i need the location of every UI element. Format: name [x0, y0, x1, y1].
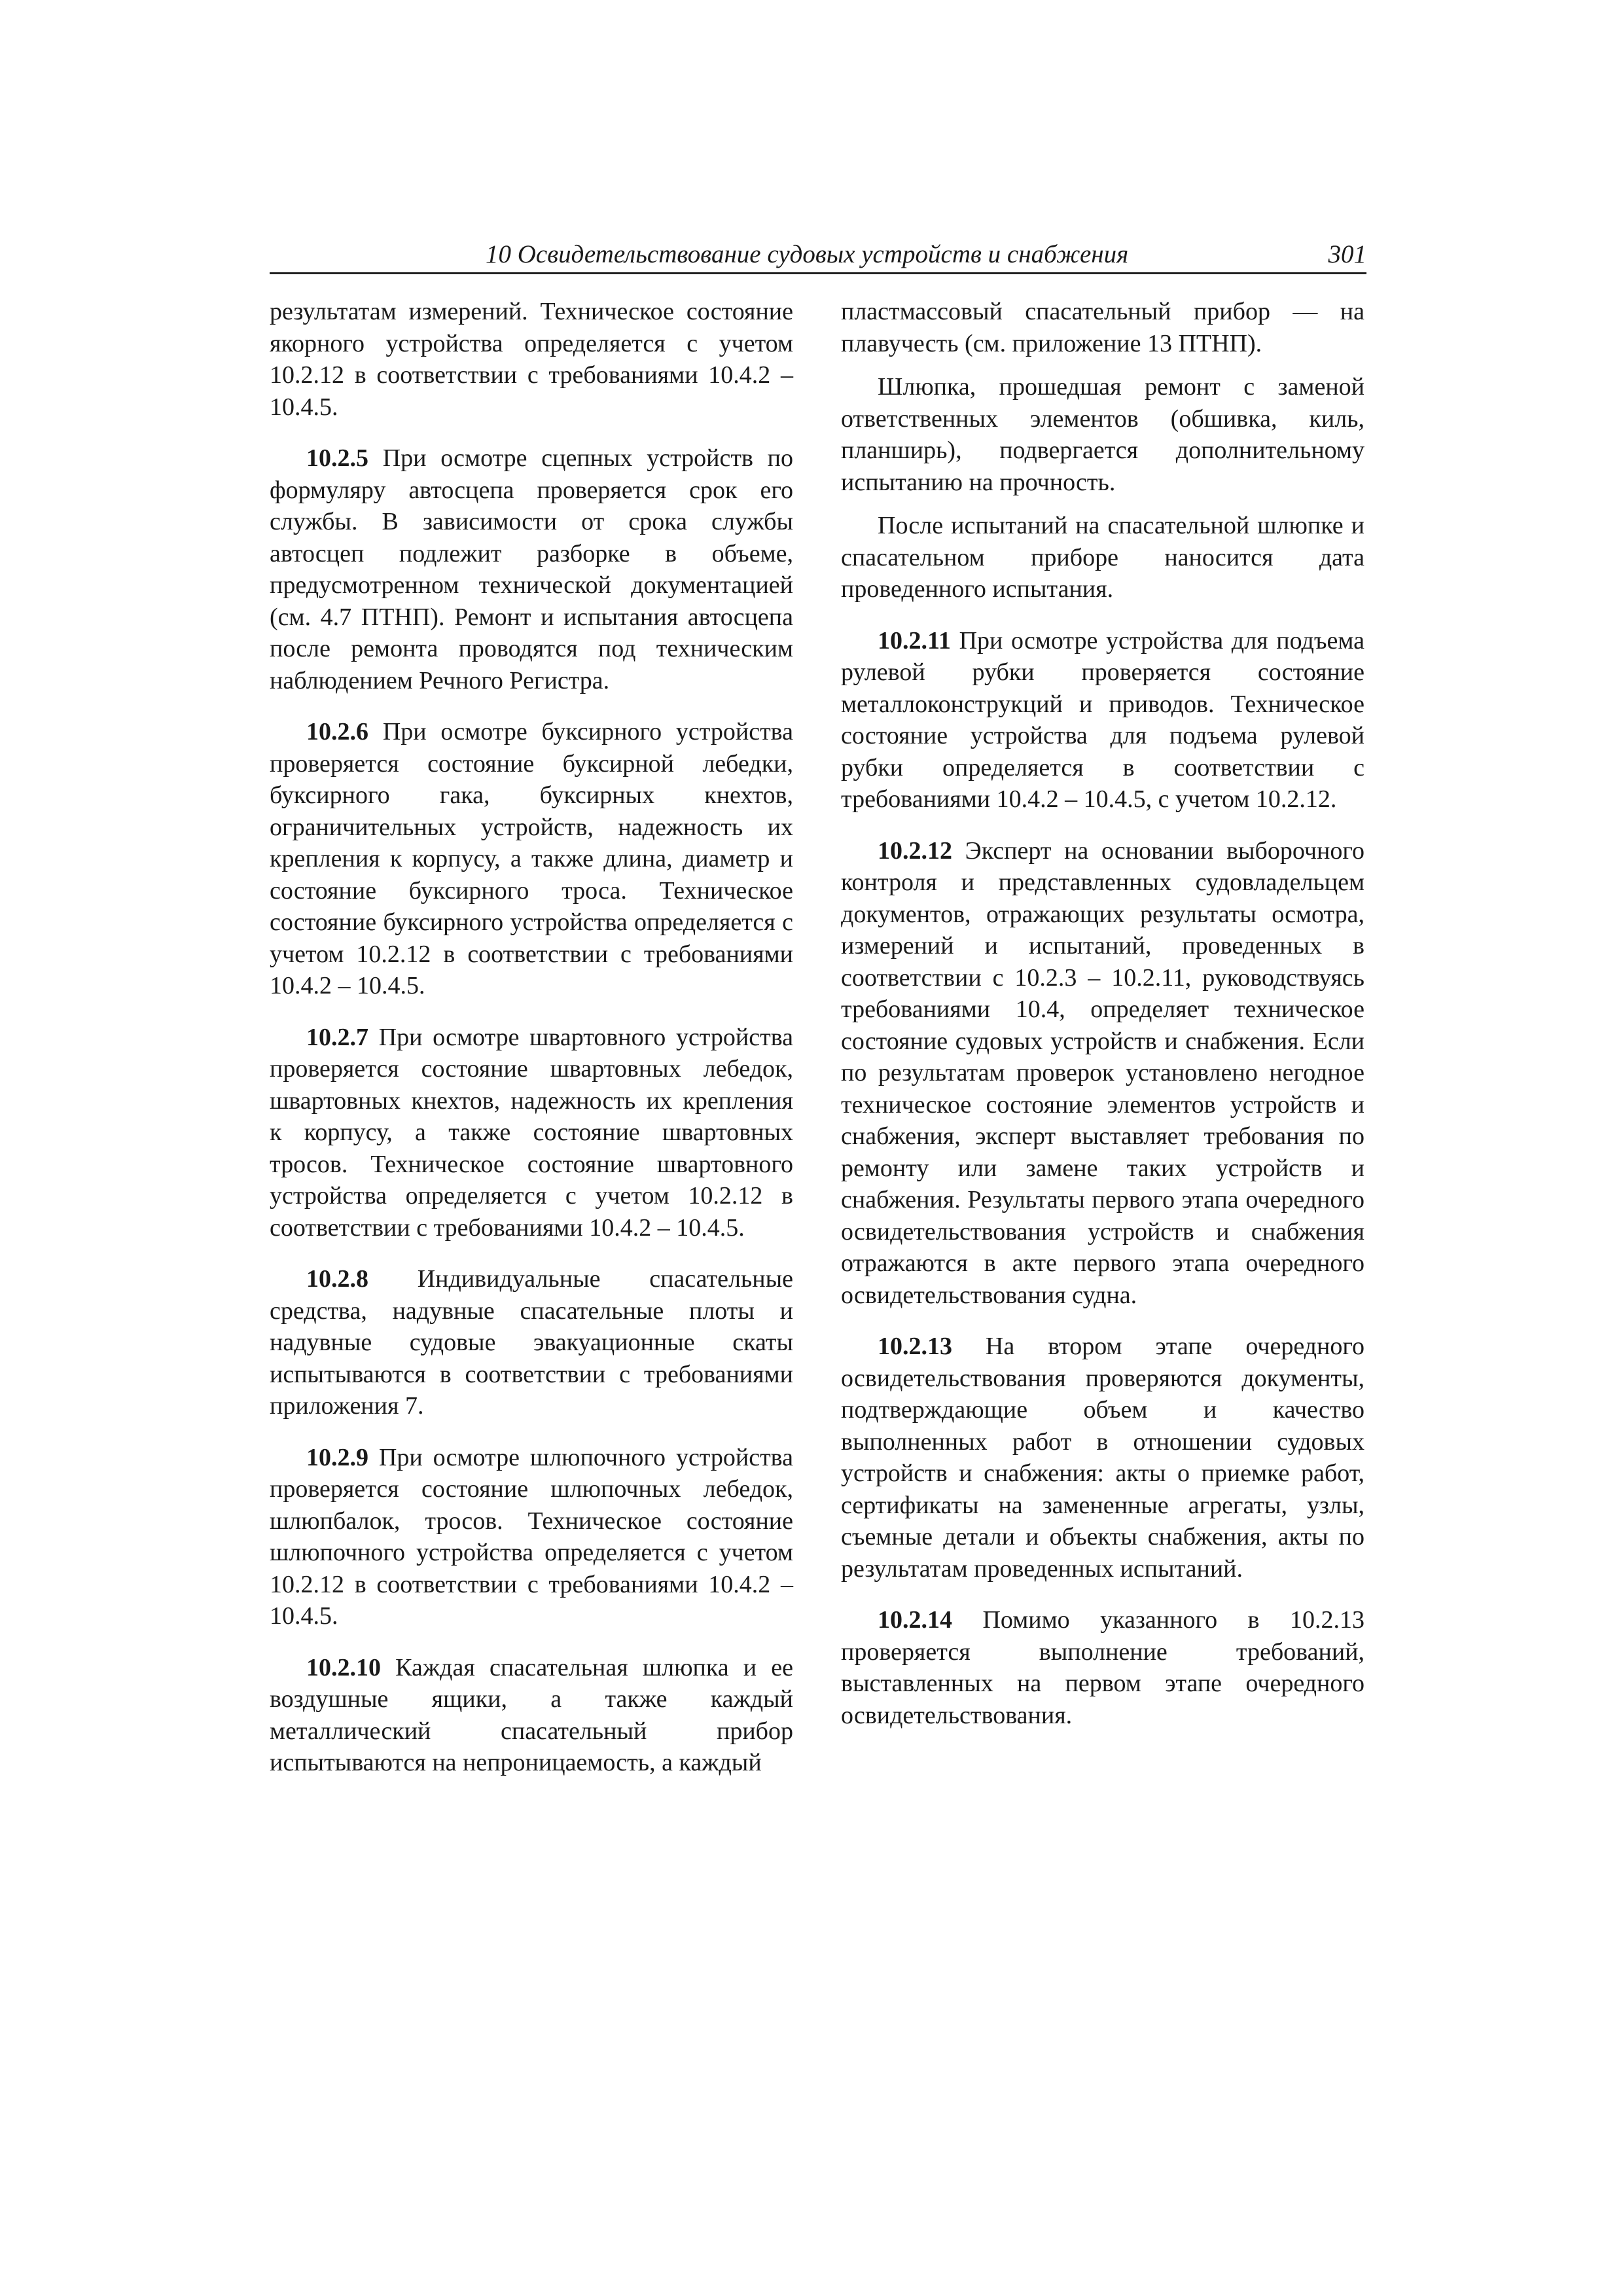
clause-number: 10.2.11	[878, 626, 951, 655]
clause-number: 10.2.9	[306, 1443, 368, 1471]
paragraph-continuation	[270, 296, 793, 423]
clause-text: При осмотре шлюпочного устройства проверяется состояние шлюпочных лебедок, шлюпбалок, тросов. Техническое состояние шлюпочного устройства определяется с учетом 10.2.12 в соответствии с требованиями 10.4.2 – 10.4.5.	[270, 1443, 793, 1630]
clause-10-2-5	[270, 442, 793, 696]
clause-10-2-8	[270, 1263, 793, 1422]
clause-text: Индивидуальные спасательные средства, надувные спасательные плоты и надувные судовые эвакуационные скаты испытываются в соответствии с требованиями приложения 7.	[270, 1265, 793, 1420]
clause-text: Помимо указанного в 10.2.13 проверяется выполнение требований, выставленных на первом этапе очередного освидетельствования.	[841, 1606, 1364, 1729]
page-number: 301	[1328, 240, 1366, 268]
clause-10-2-13	[841, 1331, 1364, 1585]
clause-text: Каждая спасательная шлюпка и ее воздушные ящики, а также каждый металлический спасательный прибор испытываются на непроницаемость, а каждый	[270, 1653, 793, 1776]
clause-text: При осмотре буксирного устройства проверяется состояние буксирной лебедки, буксирного гака, буксирных кнехтов, ограничительных устройств, надежность их крепления к корпусу, а также длина, диаметр и состояние буксирного троса. Техническое состояние буксирного устройства определяется с учетом 10.2.12 в соответствии с требованиями 10.4.2 – 10.4.5.	[270, 718, 793, 999]
paragraph	[841, 510, 1364, 605]
clause-10-2-6	[270, 716, 793, 1002]
clause-text: При осмотре устройства для подъема рулевой рубки проверяется состояние металлоконструкций и приводов. Техническое состояние устройства для подъема рулевой рубки определяется в соответствии с требованиями 10.4.2 – 10.4.5, с учетом 10.2.12.	[841, 626, 1364, 813]
clause-text: На втором этапе очередного освидетельствования проверяются документы, подтверждающие объем и качество выполненных работ в отношении судовых устройств и снабжения: акты о приемке работ, сертификаты на замененные агрегаты, узлы, съемные детали и объекты снабжения, акты по результатам проведенных испытаний.	[841, 1333, 1364, 1583]
clause-number: 10.2.10	[306, 1653, 381, 1681]
paragraph-text: Шлюпка, прошедшая ремонт с заменой ответственных элементов (обшивка, киль, планширь), подвергается дополнительному испытанию на прочность.	[841, 373, 1364, 496]
clause-10-2-10	[270, 1652, 793, 1779]
clause-text: При осмотре сцепных устройств по формуляру автосцепа проверяется срок его службы. В зависимости от срока службы автосцеп подлежит разборке в объеме, предусмотренном технической документацией (см. 4.7 ПТНП). Ремонт и испытания автосцепа после ремонта проводятся под техническим наблюдением Речного Регистра.	[270, 444, 793, 694]
paragraph-text: результатам измерений. Техническое состояние якорного устройства определяется с учетом 10.2.12 в соответствии с требованиями 10.4.2 – 10.4.5.	[270, 298, 793, 421]
left-column	[270, 296, 793, 1791]
right-column	[841, 296, 1364, 1743]
clause-10-2-7	[270, 1022, 793, 1244]
clause-number: 10.2.12	[878, 836, 952, 865]
chapter-title: 10 Освидетельствование судовых устройств и снабжения	[486, 240, 1129, 268]
clause-text: Эксперт на основании выборочного контроля и представленных судовладельцем документов, отражающих результаты осмотра, измерений и испытаний, проведенных в соответствии с 10.2.3 – 10.2.11, руководствуясь требованиями 10.4, определяет техническое состояние судовых устройств и снабжения. Если по результатам проверок установлено негодное техническое состояние элементов устройств и снабжения, эксперт выставляет требования по ремонту или замене таких устройств и снабжения. Результаты первого этапа очередного освидетельствования устройств и снабжения отражаются в акте первого этапа очередного освидетельствования судна.	[841, 836, 1364, 1309]
clause-number: 10.2.14	[878, 1606, 952, 1634]
clause-number: 10.2.8	[306, 1265, 368, 1293]
paragraph-text: После испытаний на спасательной шлюпке и спасательном приборе наносится дата проведенного испытания.	[841, 512, 1364, 603]
clause-10-2-14	[841, 1604, 1364, 1731]
paragraph	[841, 371, 1364, 498]
running-header	[270, 237, 1366, 274]
clause-number: 10.2.5	[306, 444, 368, 472]
clause-text: При осмотре швартовного устройства проверяется состояние швартовных лебедок, швартовных кнехтов, надежность их крепления к корпусу, а также состояние швартовных тросов. Техническое состояние швартовного устройства определяется с учетом 10.2.12 в соответствии с требованиями 10.4.2 – 10.4.5.	[270, 1023, 793, 1242]
clause-10-2-11	[841, 625, 1364, 816]
clause-number: 10.2.6	[306, 718, 368, 745]
clause-number: 10.2.13	[878, 1333, 952, 1360]
paragraph-continuation	[841, 296, 1364, 359]
paragraph-text: пластмассовый спасательный прибор — на плавучесть (см. приложение 13 ПТНП).	[841, 298, 1364, 357]
clause-10-2-12	[841, 835, 1364, 1312]
clause-10-2-9	[270, 1442, 793, 1632]
clause-number: 10.2.7	[306, 1023, 368, 1051]
